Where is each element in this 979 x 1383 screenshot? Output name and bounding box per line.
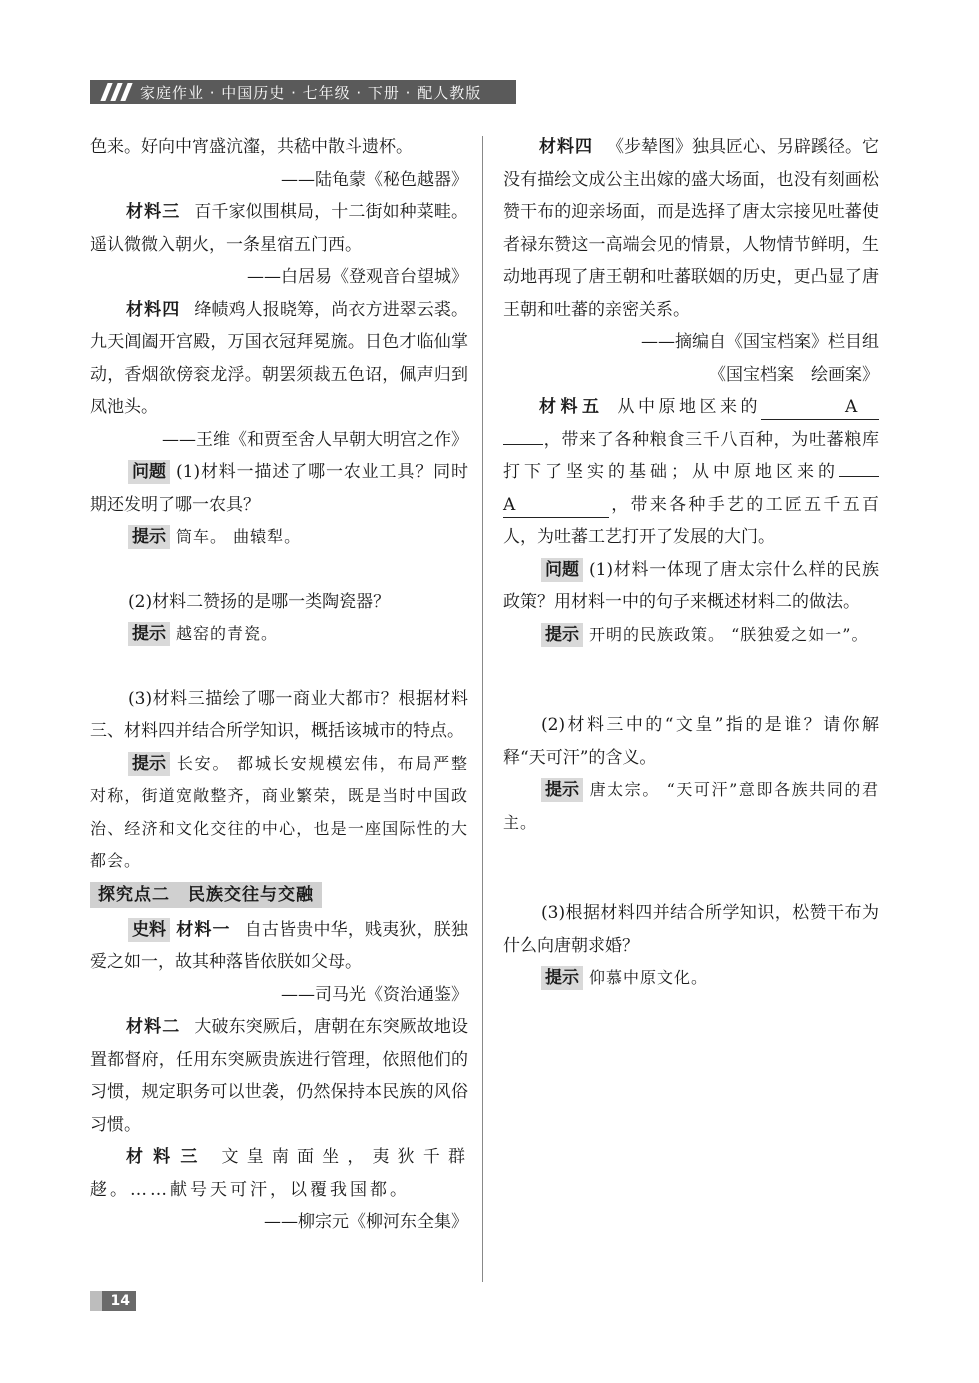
material-three — [90, 196, 468, 261]
fill-blank[interactable]: A — [761, 395, 879, 420]
question-text: (1)材料一体现了唐太宗什么样的民族政策？用材料一中的句子来概述材料二的做法。 — [503, 559, 879, 612]
fill-blank-tail — [503, 444, 543, 445]
hint-1 — [90, 521, 468, 554]
column-divider — [482, 136, 483, 1282]
source-tag: 史料 — [128, 918, 170, 942]
source-material-one — [90, 914, 468, 979]
source-citation: ——白居易《登观音台望城》 — [247, 267, 468, 287]
material-label: 材料四 — [539, 137, 593, 157]
page-number: 14 — [110, 1293, 130, 1309]
fill-blank[interactable]: A — [503, 493, 609, 518]
hint-tag: 提示 — [541, 966, 583, 990]
question-1 — [90, 456, 468, 521]
section-title: 探究点二 民族交往与交融 — [90, 882, 322, 908]
source-material-three — [90, 1141, 468, 1206]
material-label: 材料四 — [126, 299, 181, 320]
material-text: ，带来各种手艺的工匠五千五百人，为吐蕃工艺打开了发展的大门。 — [503, 494, 879, 547]
hint-text: 仰慕中原文化。 — [589, 968, 709, 987]
material-text: 大破东突厥后，唐朝在东突厥故地设置都督府，任用东突厥贵族进行管理，依照他们的习惯，规定职务可以世袭，仍然保持本民族的风俗习惯。 — [90, 1017, 469, 1135]
material-label: 材料三 — [126, 202, 181, 222]
material-text: 自古皆贵中华，贱夷狄，朕独爱之如一，故其种落皆依朕如父母。 — [90, 919, 468, 972]
hint-text: 开明的民族政策。 “朕独爱之如一”。 — [589, 624, 869, 644]
left-column — [90, 131, 468, 1239]
question-3-right: (3)根据材料四并结合所学知识，松赞干布为什么向唐朝求婚？ — [503, 903, 879, 956]
hint-text: 唐太宗。 “天可汗”意即各族共同的君主。 — [503, 780, 879, 832]
source-citation: ——司马光《资治通鉴》 — [281, 984, 468, 1005]
material-four — [90, 294, 468, 424]
hint-3 — [90, 748, 468, 878]
material-text: 《步辇图》独具匠心、另辟蹊径。它没有描绘文成公主出嫁的盛大场面，也没有刻画松赞干布的迎亲场面，而是选择了唐太宗接见吐蕃使者禄东赞这一高端会见的情景，人物情节鲜明，生动地再现了唐王朝和吐蕃联姻的历史，更凸显了唐王朝和吐蕃的亲密关系。 — [503, 137, 879, 320]
source-citation: ——摘编自《国宝档案》栏目组 — [641, 332, 879, 352]
source-citation: ——陆龟蒙《秘色越器》 — [281, 169, 468, 190]
question-2: (2)材料二赞扬的是哪一类陶瓷器？ — [128, 591, 391, 612]
question-2-right: (2)材料三中的“文皇”指的是谁？请你解释“天可汗”的含义。 — [503, 715, 879, 768]
material-label: 材料二 — [126, 1017, 181, 1037]
header-bar — [90, 80, 516, 104]
header-slash-decoration — [90, 80, 140, 104]
header-title: 家庭作业 · 中国历史 · 七年级 · 下册 · 配人教版 — [140, 83, 482, 102]
material-text: 文皇南面坐，夷狄千群趍。……献号天可汗，以覆我国都。 — [90, 1147, 468, 1200]
hint-3-right — [503, 962, 879, 995]
hint-tag: 提示 — [128, 752, 170, 776]
fill-blank-lead — [839, 476, 879, 477]
hint-text: 筒车。 曲辕犁。 — [176, 527, 302, 546]
material-text: 绛帻鸡人报晓筹，尚衣方进翠云裘。九天阊阖开宫殿，万国衣冠拜冕旒。日色才临仙掌动，香烟欲傍衮龙浮。朝罢须裁五色诏，佩声归到凤池头。 — [90, 299, 469, 417]
source-citation: 《国宝档案 绘画案》 — [709, 364, 879, 385]
hint-text: 长安。 都城长安规模宏伟，布局严整对称，街道宽敞整齐，商业繁荣，既是当时中国政治、经济和文化交往的中心，也是一座国际性的大都会。 — [90, 753, 468, 870]
source-material-two — [90, 1011, 468, 1141]
material-label: 材料三 — [126, 1147, 208, 1167]
hint-1-right — [503, 619, 879, 652]
hint-tag: 提示 — [128, 525, 170, 549]
question-text: (1)材料一描述了哪一农业工具？同时期还发明了哪一农具？ — [90, 462, 468, 515]
material-five — [503, 391, 879, 554]
question-tag: 问题 — [128, 460, 170, 484]
source-citation: ——王维《和贾至舍人早朝大明宫之作》 — [162, 429, 468, 450]
material-text: 百千家似围棋局，十二街如种菜畦。遥认微微入朝火，一条星宿五门西。 — [90, 202, 469, 255]
hint-tag: 提示 — [541, 623, 583, 647]
material-label: 材料一 — [176, 919, 231, 940]
hint-2 — [90, 618, 468, 651]
question-3: (3)材料三描绘了哪一商业大都市？根据材料三、材料四并结合所学知识，概括该城市的特点。 — [90, 688, 468, 741]
material-text: ，带来了各种粮食三千八百种，为吐蕃粮库打下了坚实的基础；从中原地区来的 — [503, 429, 879, 482]
poem-line: 色来。好向中宵盛沆瀣，共嵇中散斗遗杯。 — [90, 137, 413, 157]
source-citation: ——柳宗元《柳河东全集》 — [264, 1212, 468, 1232]
hint-tag: 提示 — [541, 778, 583, 802]
material-text: 从中原地区来的 — [617, 397, 761, 417]
hint-tag: 提示 — [128, 622, 170, 646]
right-column — [503, 131, 879, 995]
hint-2-right — [503, 774, 879, 839]
question-1-right — [503, 554, 879, 619]
page-number-badge — [90, 1291, 136, 1311]
question-tag: 问题 — [541, 558, 583, 582]
material-label: 材料五 — [539, 397, 604, 417]
material-four-right — [503, 131, 879, 326]
hint-text: 越窑的青瓷。 — [176, 624, 279, 643]
